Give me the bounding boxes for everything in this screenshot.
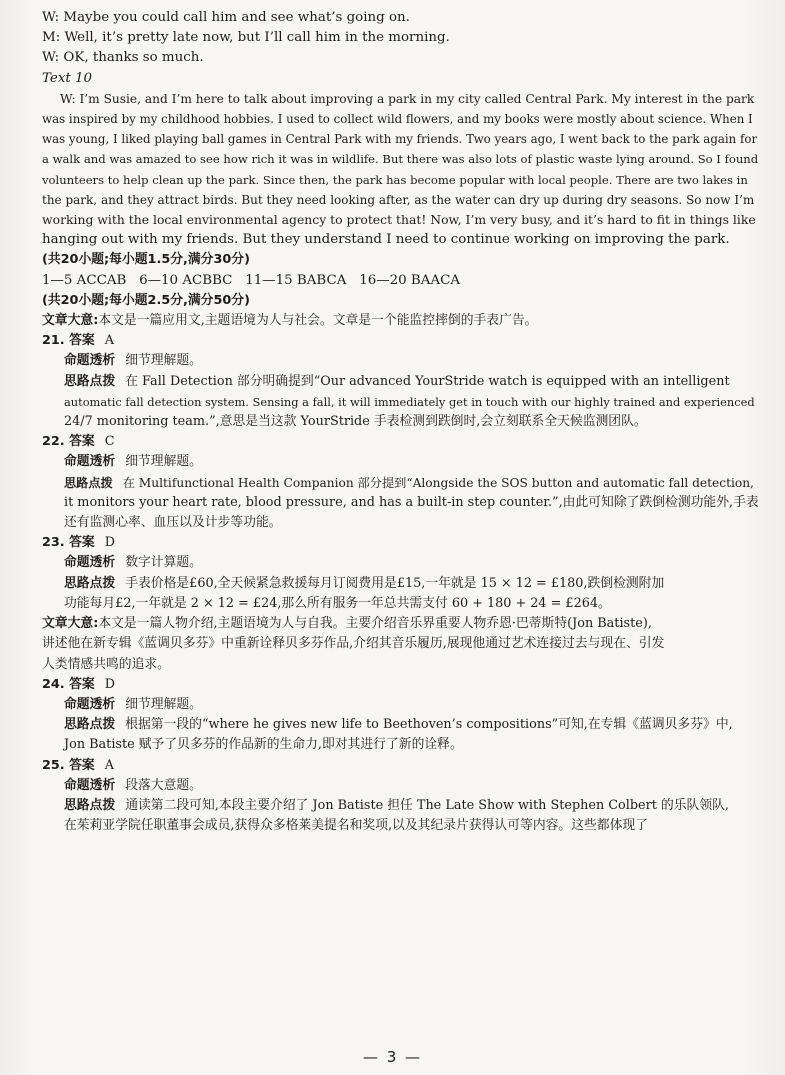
question-number: 22. 答案 <box>42 434 95 450</box>
analysis-label: 命题透析 <box>64 353 116 369</box>
hint-line: 24/7 monitoring team.”,意思是当这款 YourStride 手表检测到跌倒时,会立刻联系全天候监测团队。 <box>64 414 647 430</box>
answer-letter: A <box>104 757 114 773</box>
question-21-hint <box>42 372 758 392</box>
analysis-label: 命题透析 <box>64 777 116 793</box>
answer-letter: D <box>104 535 115 551</box>
hint-line: 还有监测心率、血压以及计步等功能。 <box>64 515 282 531</box>
summary-line: 本文是一篇人物介绍,主题语境为人与自我。主要介绍音乐界重要人物乔恩·巴蒂斯特(Jon Batiste), <box>98 616 652 632</box>
section1-answers: 1—5 ACCAB 6—10 ACBBC 11—15 BABCA 16—20 BAACA <box>42 272 461 288</box>
text10-line: was inspired by my childhood hobbies. I used to collect wild flowers, and my books were mostly about science. When I <box>42 112 753 127</box>
hint-line: Jon Batiste 赋予了贝多芬的作品新的生命力,即对其进行了新的诠释。 <box>64 737 463 753</box>
question-23-analysis <box>42 553 758 573</box>
dialogue-line: W: OK, thanks so much. <box>42 50 204 66</box>
question-21-analysis <box>42 351 758 371</box>
hint-line: 在 Fall Detection 部分明确提到“Our advanced YourStride watch is equipped with an intelligent <box>125 373 730 389</box>
question-number: 23. 答案 <box>42 535 95 551</box>
question-24-answer <box>42 675 758 695</box>
summary-label: 文章大意: <box>42 616 99 632</box>
question-number: 24. 答案 <box>42 676 95 692</box>
dialogue-line: W: Maybe you could call him and see what’s going on. <box>42 10 410 25</box>
article-summary-1 <box>42 311 758 331</box>
hint-line: 手表价格是£60,全天候紧急救援每月订阅费用是£15,一年就是 15 × 12 = £180,跌倒检测附加 <box>125 575 665 591</box>
page-content <box>42 8 758 836</box>
question-25-hint <box>42 796 758 816</box>
hint-line: automatic fall detection system. Sensing a fall, it will immediately get in touch with our highly trained and experienced <box>64 394 755 409</box>
text10-label: Text 10 <box>42 70 93 86</box>
hint-label: 思路点拨 <box>64 717 116 733</box>
section1-header: (共20小题;每小题1.5分,满分30分) <box>42 252 250 268</box>
text10-line: W: I’m Susie, and I’m here to talk about improving a park in my city called Central Park. My interest in the park <box>60 91 755 106</box>
analysis-text: 数字计算题。 <box>125 555 202 571</box>
hint-line: 功能每月£2,一年就是 2 × 12 = £24,那么所有服务一年总共需支付 60 + 180 + 24 = £264。 <box>64 595 611 611</box>
question-23-hint <box>42 574 758 594</box>
dialogue-line: M: Well, it’s pretty late now, but I’ll call him in the morning. <box>42 30 450 46</box>
question-25-answer <box>42 756 758 776</box>
analysis-text: 段落大意题。 <box>125 777 202 793</box>
question-number: 21. 答案 <box>42 333 95 349</box>
text10-line: hanging out with my friends. But they understand I need to continue working on improving the park. <box>42 232 730 248</box>
hint-label: 思路点拨 <box>64 575 116 591</box>
text10-line: was young, I liked playing ball games in Central Park with my friends. Two years ago, I went back to the park again for <box>42 132 758 147</box>
summary-line: 讲述他在新专辑《蓝调贝多芬》中重新诠释贝多芬作品,介绍其音乐履历,展现他通过艺术连接过去与现在、引发 <box>42 636 665 652</box>
hint-line: it monitors your heart rate, blood pressure, and has a built-in step counter.”,由此可知除了跌倒检测功能外,手表 <box>64 494 759 510</box>
hint-label: 思路点拨 <box>64 373 116 389</box>
analysis-text: 细节理解题。 <box>125 353 202 369</box>
section2-header: (共20小题;每小题2.5分,满分50分) <box>42 292 250 308</box>
analysis-label: 命题透析 <box>64 454 116 470</box>
question-22-hint <box>42 473 758 493</box>
text10-line: the park, and they attract birds. But they need looking after, as the water can dry up during dry seasons. So now I’m <box>42 192 755 207</box>
hint-line: 在 Multifunctional Health Companion 部分提到“Alongside the SOS button and automatic fall detection, <box>122 475 754 490</box>
question-23-answer <box>42 533 758 553</box>
article-summary-2 <box>42 614 758 634</box>
question-21-answer <box>42 331 758 351</box>
text10-line: working with the local environmental agency to protect that! Now, I’m very busy, and it’s hard to fit in things like <box>42 212 756 228</box>
question-24-hint <box>42 715 758 735</box>
summary-label: 文章大意: <box>42 313 99 329</box>
text10-line: a walk and was amazed to see how rich it was in wildlife. But there was also lots of plastic waste lying around. So I found <box>42 152 759 167</box>
hint-label: 思路点拨 <box>64 475 113 490</box>
summary-text: 本文是一篇应用文,主题语境为人与社会。文章是一个能监控摔倒的手表广告。 <box>98 313 538 329</box>
hint-line: 在茱莉亚学院任职董事会成员,获得众多格莱美提名和奖项,以及其纪录片获得认可等内容。这些都体现了 <box>64 818 648 834</box>
answer-letter: A <box>104 333 114 349</box>
analysis-label: 命题透析 <box>64 696 116 712</box>
question-25-analysis <box>42 776 758 796</box>
answer-letter: C <box>104 434 115 450</box>
question-22-answer <box>42 432 758 452</box>
summary-line: 人类情感共鸣的追求。 <box>42 656 170 672</box>
analysis-text: 细节理解题。 <box>125 454 202 470</box>
hint-line: 根据第一段的“where he gives new life to Beethoven’s compositions”可知,在专辑《蓝调贝多芬》中, <box>125 717 733 733</box>
analysis-text: 细节理解题。 <box>125 696 202 712</box>
question-22-analysis <box>42 452 758 472</box>
hint-label: 思路点拨 <box>64 797 116 813</box>
question-number: 25. 答案 <box>42 757 95 773</box>
analysis-label: 命题透析 <box>64 555 116 571</box>
question-24-analysis <box>42 695 758 715</box>
hint-line: 通读第二段可知,本段主要介绍了 Jon Batiste 担任 The Late Show with Stephen Colbert 的乐队领队, <box>125 797 729 813</box>
text10-line: volunteers to help clean up the park. Since then, the park has become popular with local people. There are two lakes in <box>42 172 748 187</box>
page-number: — 3 — <box>362 1048 423 1066</box>
answer-letter: D <box>104 676 115 692</box>
